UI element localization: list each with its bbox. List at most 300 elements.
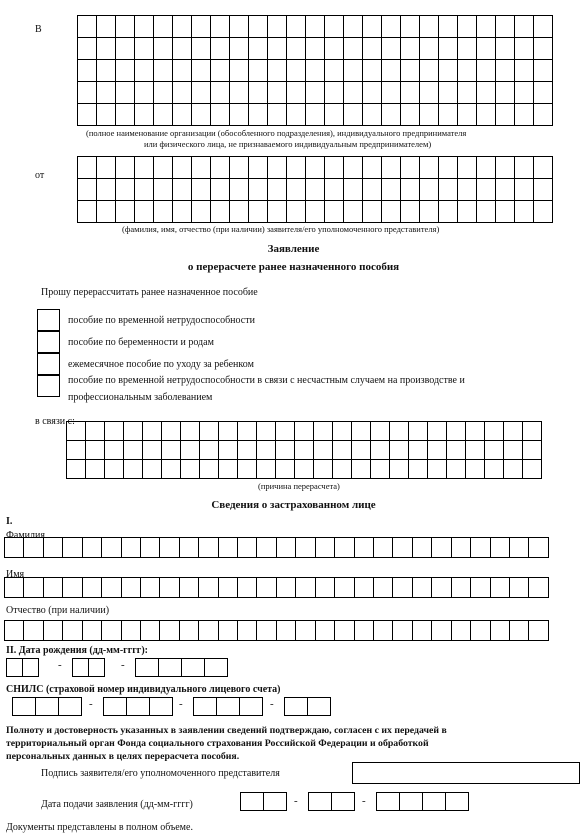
grid-cell[interactable] bbox=[420, 82, 439, 104]
grid-cell[interactable] bbox=[325, 60, 344, 82]
grid-cell[interactable] bbox=[257, 578, 276, 598]
grid-cell[interactable] bbox=[102, 621, 121, 641]
digit-cell[interactable] bbox=[285, 698, 308, 716]
grid-cell[interactable] bbox=[420, 16, 439, 38]
grid-cell[interactable] bbox=[439, 82, 458, 104]
grid-cell[interactable] bbox=[200, 460, 219, 479]
grid-cell[interactable] bbox=[78, 38, 97, 60]
grid-cell[interactable] bbox=[276, 441, 295, 460]
grid-cell[interactable] bbox=[534, 201, 553, 223]
grid-cell[interactable] bbox=[352, 441, 371, 460]
grid-cell[interactable] bbox=[485, 441, 504, 460]
grid-cell[interactable] bbox=[477, 38, 496, 60]
grid-cell[interactable] bbox=[78, 179, 97, 201]
grid-cell[interactable] bbox=[116, 38, 135, 60]
grid-cell[interactable] bbox=[316, 621, 335, 641]
grid-cell[interactable] bbox=[160, 578, 179, 598]
digit-cell[interactable] bbox=[400, 793, 423, 811]
grid-cell[interactable] bbox=[496, 157, 515, 179]
grid-cell[interactable] bbox=[534, 82, 553, 104]
grid-cell[interactable] bbox=[154, 16, 173, 38]
grid-cell[interactable] bbox=[382, 16, 401, 38]
grid-cell[interactable] bbox=[363, 82, 382, 104]
grid-cell[interactable] bbox=[78, 201, 97, 223]
grid-cell[interactable] bbox=[173, 38, 192, 60]
grid-cell[interactable] bbox=[287, 104, 306, 126]
grid-cell[interactable] bbox=[230, 82, 249, 104]
grid-cell[interactable] bbox=[211, 82, 230, 104]
grid-cell[interactable] bbox=[268, 16, 287, 38]
snils-part-1[interactable] bbox=[12, 697, 82, 716]
grid-cell[interactable] bbox=[504, 422, 523, 441]
grid-cell[interactable] bbox=[447, 460, 466, 479]
grid-cell[interactable] bbox=[333, 460, 352, 479]
grid-cell[interactable] bbox=[124, 441, 143, 460]
grid-cell[interactable] bbox=[306, 104, 325, 126]
option-checkbox-childcare[interactable] bbox=[37, 353, 60, 375]
grid-cell[interactable] bbox=[162, 460, 181, 479]
grid-cell[interactable] bbox=[413, 538, 432, 558]
grid-cell[interactable] bbox=[116, 16, 135, 38]
grid-cell[interactable] bbox=[458, 179, 477, 201]
grid-cell[interactable] bbox=[374, 538, 393, 558]
grid-cell[interactable] bbox=[268, 179, 287, 201]
grid-cell[interactable] bbox=[192, 104, 211, 126]
grid-cell[interactable] bbox=[24, 621, 43, 641]
grid-cell[interactable] bbox=[180, 578, 199, 598]
grid-cell[interactable] bbox=[122, 578, 141, 598]
grid-cell[interactable] bbox=[447, 422, 466, 441]
grid-cell[interactable] bbox=[335, 578, 354, 598]
digit-cell[interactable] bbox=[241, 793, 264, 811]
grid-cell[interactable] bbox=[276, 460, 295, 479]
grid-cell[interactable] bbox=[295, 441, 314, 460]
grid-cell[interactable] bbox=[86, 422, 105, 441]
grid-cell[interactable] bbox=[63, 621, 82, 641]
grid-cell[interactable] bbox=[420, 60, 439, 82]
grid-cell[interactable] bbox=[344, 157, 363, 179]
grid-cell[interactable] bbox=[219, 460, 238, 479]
grid-cell[interactable] bbox=[287, 82, 306, 104]
grid-cell[interactable] bbox=[529, 578, 548, 598]
grid-cell[interactable] bbox=[523, 422, 542, 441]
grid-cell[interactable] bbox=[529, 538, 548, 558]
grid-cell[interactable] bbox=[401, 16, 420, 38]
grid-cell[interactable] bbox=[173, 179, 192, 201]
grid-cell[interactable] bbox=[314, 441, 333, 460]
grid-cell[interactable] bbox=[257, 460, 276, 479]
grid-cell[interactable] bbox=[510, 538, 529, 558]
grid-cell[interactable] bbox=[257, 441, 276, 460]
grid-cell[interactable] bbox=[515, 16, 534, 38]
grid-cell[interactable] bbox=[173, 201, 192, 223]
grid-cell[interactable] bbox=[382, 179, 401, 201]
grid-cell[interactable] bbox=[452, 621, 471, 641]
grid-cell[interactable] bbox=[122, 538, 141, 558]
grid-cell[interactable] bbox=[181, 460, 200, 479]
grid-cell[interactable] bbox=[135, 60, 154, 82]
grid-cell[interactable] bbox=[371, 441, 390, 460]
grid-cell[interactable] bbox=[141, 621, 160, 641]
grid-cell[interactable] bbox=[344, 201, 363, 223]
birth-year-input[interactable] bbox=[135, 658, 228, 677]
grid-cell[interactable] bbox=[238, 578, 257, 598]
digit-cell[interactable] bbox=[194, 698, 217, 716]
grid-cell[interactable] bbox=[67, 422, 86, 441]
grid-cell[interactable] bbox=[192, 179, 211, 201]
birth-month-input[interactable] bbox=[72, 658, 105, 677]
grid-cell[interactable] bbox=[306, 179, 325, 201]
grid-cell[interactable] bbox=[382, 60, 401, 82]
digit-cell[interactable] bbox=[73, 659, 89, 677]
grid-cell[interactable] bbox=[97, 16, 116, 38]
grid-cell[interactable] bbox=[477, 60, 496, 82]
grid-cell[interactable] bbox=[534, 60, 553, 82]
grid-cell[interactable] bbox=[192, 60, 211, 82]
digit-cell[interactable] bbox=[332, 793, 355, 811]
grid-cell[interactable] bbox=[181, 422, 200, 441]
grid-cell[interactable] bbox=[24, 538, 43, 558]
snils-part-3[interactable] bbox=[193, 697, 263, 716]
grid-cell[interactable] bbox=[477, 179, 496, 201]
grid-cell[interactable] bbox=[78, 60, 97, 82]
grid-cell[interactable] bbox=[173, 16, 192, 38]
grid-cell[interactable] bbox=[428, 441, 447, 460]
grid-cell[interactable] bbox=[200, 422, 219, 441]
grid-cell[interactable] bbox=[534, 179, 553, 201]
grid-cell[interactable] bbox=[192, 16, 211, 38]
patronymic-grid[interactable] bbox=[4, 620, 549, 641]
grid-cell[interactable] bbox=[116, 82, 135, 104]
grid-cell[interactable] bbox=[192, 38, 211, 60]
grid-cell[interactable] bbox=[211, 104, 230, 126]
grid-cell[interactable] bbox=[432, 621, 451, 641]
grid-cell[interactable] bbox=[325, 104, 344, 126]
grid-cell[interactable] bbox=[496, 201, 515, 223]
grid-cell[interactable] bbox=[458, 60, 477, 82]
digit-cell[interactable] bbox=[309, 793, 332, 811]
grid-cell[interactable] bbox=[409, 441, 428, 460]
grid-cell[interactable] bbox=[496, 16, 515, 38]
grid-cell[interactable] bbox=[135, 16, 154, 38]
grid-cell[interactable] bbox=[44, 538, 63, 558]
grid-cell[interactable] bbox=[344, 82, 363, 104]
grid-cell[interactable] bbox=[105, 441, 124, 460]
grid-cell[interactable] bbox=[249, 201, 268, 223]
grid-cell[interactable] bbox=[314, 460, 333, 479]
grid-cell[interactable] bbox=[211, 201, 230, 223]
grid-cell[interactable] bbox=[515, 38, 534, 60]
grid-cell[interactable] bbox=[325, 16, 344, 38]
grid-cell[interactable] bbox=[287, 157, 306, 179]
grid-cell[interactable] bbox=[439, 179, 458, 201]
grid-cell[interactable] bbox=[466, 441, 485, 460]
applicant-name-grid[interactable] bbox=[77, 156, 553, 223]
grid-cell[interactable] bbox=[382, 201, 401, 223]
grid-cell[interactable] bbox=[116, 104, 135, 126]
grid-cell[interactable] bbox=[371, 460, 390, 479]
digit-cell[interactable] bbox=[264, 793, 287, 811]
grid-cell[interactable] bbox=[325, 82, 344, 104]
grid-cell[interactable] bbox=[477, 201, 496, 223]
grid-cell[interactable] bbox=[97, 38, 116, 60]
grid-cell[interactable] bbox=[382, 82, 401, 104]
grid-cell[interactable] bbox=[276, 422, 295, 441]
grid-cell[interactable] bbox=[173, 104, 192, 126]
grid-cell[interactable] bbox=[306, 201, 325, 223]
grid-cell[interactable] bbox=[277, 578, 296, 598]
grid-cell[interactable] bbox=[477, 82, 496, 104]
grid-cell[interactable] bbox=[439, 157, 458, 179]
grid-cell[interactable] bbox=[5, 621, 24, 641]
grid-cell[interactable] bbox=[249, 179, 268, 201]
grid-cell[interactable] bbox=[335, 538, 354, 558]
grid-cell[interactable] bbox=[78, 157, 97, 179]
grid-cell[interactable] bbox=[211, 16, 230, 38]
grid-cell[interactable] bbox=[401, 60, 420, 82]
grid-cell[interactable] bbox=[124, 422, 143, 441]
submission-month-input[interactable] bbox=[308, 792, 355, 811]
grid-cell[interactable] bbox=[363, 104, 382, 126]
grid-cell[interactable] bbox=[413, 621, 432, 641]
grid-cell[interactable] bbox=[173, 60, 192, 82]
grid-cell[interactable] bbox=[420, 104, 439, 126]
grid-cell[interactable] bbox=[344, 60, 363, 82]
grid-cell[interactable] bbox=[515, 104, 534, 126]
digit-cell[interactable] bbox=[104, 698, 127, 716]
grid-cell[interactable] bbox=[135, 82, 154, 104]
grid-cell[interactable] bbox=[192, 82, 211, 104]
digit-cell[interactable] bbox=[7, 659, 23, 677]
grid-cell[interactable] bbox=[296, 538, 315, 558]
grid-cell[interactable] bbox=[162, 422, 181, 441]
grid-cell[interactable] bbox=[452, 578, 471, 598]
grid-cell[interactable] bbox=[135, 38, 154, 60]
grid-cell[interactable] bbox=[491, 538, 510, 558]
grid-cell[interactable] bbox=[238, 621, 257, 641]
digit-cell[interactable] bbox=[150, 698, 173, 716]
grid-cell[interactable] bbox=[534, 16, 553, 38]
grid-cell[interactable] bbox=[135, 179, 154, 201]
grid-cell[interactable] bbox=[219, 538, 238, 558]
option-checkbox-work-accident[interactable] bbox=[37, 375, 60, 397]
grid-cell[interactable] bbox=[471, 538, 490, 558]
grid-cell[interactable] bbox=[355, 538, 374, 558]
grid-cell[interactable] bbox=[515, 82, 534, 104]
grid-cell[interactable] bbox=[154, 201, 173, 223]
grid-cell[interactable] bbox=[477, 104, 496, 126]
grid-cell[interactable] bbox=[363, 38, 382, 60]
grid-cell[interactable] bbox=[268, 157, 287, 179]
grid-cell[interactable] bbox=[230, 38, 249, 60]
grid-cell[interactable] bbox=[439, 16, 458, 38]
grid-cell[interactable] bbox=[268, 104, 287, 126]
grid-cell[interactable] bbox=[143, 441, 162, 460]
grid-cell[interactable] bbox=[316, 578, 335, 598]
grid-cell[interactable] bbox=[277, 538, 296, 558]
grid-cell[interactable] bbox=[458, 201, 477, 223]
grid-cell[interactable] bbox=[44, 621, 63, 641]
digit-cell[interactable] bbox=[13, 698, 36, 716]
grid-cell[interactable] bbox=[352, 460, 371, 479]
grid-cell[interactable] bbox=[409, 460, 428, 479]
grid-cell[interactable] bbox=[515, 60, 534, 82]
grid-cell[interactable] bbox=[325, 157, 344, 179]
grid-cell[interactable] bbox=[458, 104, 477, 126]
digit-cell[interactable] bbox=[308, 698, 331, 716]
grid-cell[interactable] bbox=[160, 621, 179, 641]
grid-cell[interactable] bbox=[382, 38, 401, 60]
grid-cell[interactable] bbox=[458, 82, 477, 104]
grid-cell[interactable] bbox=[333, 422, 352, 441]
grid-cell[interactable] bbox=[534, 38, 553, 60]
digit-cell[interactable] bbox=[36, 698, 59, 716]
name-grid[interactable] bbox=[4, 577, 549, 598]
grid-cell[interactable] bbox=[277, 621, 296, 641]
grid-cell[interactable] bbox=[67, 460, 86, 479]
grid-cell[interactable] bbox=[344, 38, 363, 60]
grid-cell[interactable] bbox=[44, 578, 63, 598]
grid-cell[interactable] bbox=[287, 38, 306, 60]
grid-cell[interactable] bbox=[238, 422, 257, 441]
grid-cell[interactable] bbox=[374, 621, 393, 641]
grid-cell[interactable] bbox=[413, 578, 432, 598]
grid-cell[interactable] bbox=[199, 578, 218, 598]
grid-cell[interactable] bbox=[439, 201, 458, 223]
grid-cell[interactable] bbox=[296, 578, 315, 598]
grid-cell[interactable] bbox=[268, 82, 287, 104]
digit-cell[interactable] bbox=[127, 698, 150, 716]
grid-cell[interactable] bbox=[447, 441, 466, 460]
grid-cell[interactable] bbox=[257, 422, 276, 441]
grid-cell[interactable] bbox=[428, 460, 447, 479]
grid-cell[interactable] bbox=[5, 538, 24, 558]
grid-cell[interactable] bbox=[173, 82, 192, 104]
organization-name-grid[interactable] bbox=[77, 15, 553, 126]
grid-cell[interactable] bbox=[199, 621, 218, 641]
grid-cell[interactable] bbox=[325, 179, 344, 201]
grid-cell[interactable] bbox=[124, 460, 143, 479]
grid-cell[interactable] bbox=[382, 157, 401, 179]
grid-cell[interactable] bbox=[439, 38, 458, 60]
grid-cell[interactable] bbox=[162, 441, 181, 460]
grid-cell[interactable] bbox=[230, 201, 249, 223]
grid-cell[interactable] bbox=[5, 578, 24, 598]
grid-cell[interactable] bbox=[97, 201, 116, 223]
grid-cell[interactable] bbox=[116, 179, 135, 201]
grid-cell[interactable] bbox=[471, 578, 490, 598]
digit-cell[interactable] bbox=[182, 659, 205, 677]
grid-cell[interactable] bbox=[173, 157, 192, 179]
grid-cell[interactable] bbox=[485, 460, 504, 479]
grid-cell[interactable] bbox=[24, 578, 43, 598]
grid-cell[interactable] bbox=[529, 621, 548, 641]
grid-cell[interactable] bbox=[249, 60, 268, 82]
grid-cell[interactable] bbox=[83, 621, 102, 641]
digit-cell[interactable] bbox=[205, 659, 228, 677]
grid-cell[interactable] bbox=[180, 538, 199, 558]
grid-cell[interactable] bbox=[393, 621, 412, 641]
grid-cell[interactable] bbox=[314, 422, 333, 441]
grid-cell[interactable] bbox=[105, 460, 124, 479]
grid-cell[interactable] bbox=[504, 460, 523, 479]
grid-cell[interactable] bbox=[420, 157, 439, 179]
birth-day-input[interactable] bbox=[6, 658, 39, 677]
grid-cell[interactable] bbox=[83, 578, 102, 598]
grid-cell[interactable] bbox=[355, 578, 374, 598]
grid-cell[interactable] bbox=[363, 179, 382, 201]
grid-cell[interactable] bbox=[363, 157, 382, 179]
grid-cell[interactable] bbox=[491, 621, 510, 641]
grid-cell[interactable] bbox=[390, 460, 409, 479]
grid-cell[interactable] bbox=[141, 578, 160, 598]
grid-cell[interactable] bbox=[116, 201, 135, 223]
grid-cell[interactable] bbox=[333, 441, 352, 460]
grid-cell[interactable] bbox=[428, 422, 447, 441]
grid-cell[interactable] bbox=[496, 82, 515, 104]
grid-cell[interactable] bbox=[219, 578, 238, 598]
digit-cell[interactable] bbox=[23, 659, 39, 677]
grid-cell[interactable] bbox=[192, 201, 211, 223]
grid-cell[interactable] bbox=[335, 621, 354, 641]
digit-cell[interactable] bbox=[136, 659, 159, 677]
grid-cell[interactable] bbox=[306, 16, 325, 38]
grid-cell[interactable] bbox=[67, 441, 86, 460]
grid-cell[interactable] bbox=[393, 538, 412, 558]
grid-cell[interactable] bbox=[409, 422, 428, 441]
grid-cell[interactable] bbox=[97, 179, 116, 201]
grid-cell[interactable] bbox=[230, 179, 249, 201]
grid-cell[interactable] bbox=[249, 38, 268, 60]
snils-part-4[interactable] bbox=[284, 697, 331, 716]
grid-cell[interactable] bbox=[154, 157, 173, 179]
grid-cell[interactable] bbox=[238, 538, 257, 558]
surname-grid[interactable] bbox=[4, 537, 549, 558]
grid-cell[interactable] bbox=[102, 538, 121, 558]
grid-cell[interactable] bbox=[458, 157, 477, 179]
grid-cell[interactable] bbox=[477, 157, 496, 179]
grid-cell[interactable] bbox=[141, 538, 160, 558]
grid-cell[interactable] bbox=[352, 422, 371, 441]
grid-cell[interactable] bbox=[466, 422, 485, 441]
signature-field[interactable] bbox=[352, 762, 580, 784]
grid-cell[interactable] bbox=[154, 82, 173, 104]
grid-cell[interactable] bbox=[458, 16, 477, 38]
grid-cell[interactable] bbox=[510, 621, 529, 641]
grid-cell[interactable] bbox=[230, 104, 249, 126]
grid-cell[interactable] bbox=[420, 201, 439, 223]
grid-cell[interactable] bbox=[371, 422, 390, 441]
grid-cell[interactable] bbox=[401, 104, 420, 126]
grid-cell[interactable] bbox=[160, 538, 179, 558]
grid-cell[interactable] bbox=[230, 157, 249, 179]
grid-cell[interactable] bbox=[97, 104, 116, 126]
grid-cell[interactable] bbox=[496, 60, 515, 82]
grid-cell[interactable] bbox=[439, 60, 458, 82]
grid-cell[interactable] bbox=[181, 441, 200, 460]
grid-cell[interactable] bbox=[143, 422, 162, 441]
grid-cell[interactable] bbox=[154, 60, 173, 82]
grid-cell[interactable] bbox=[287, 179, 306, 201]
grid-cell[interactable] bbox=[393, 578, 412, 598]
grid-cell[interactable] bbox=[534, 104, 553, 126]
grid-cell[interactable] bbox=[295, 422, 314, 441]
grid-cell[interactable] bbox=[515, 201, 534, 223]
grid-cell[interactable] bbox=[219, 621, 238, 641]
digit-cell[interactable] bbox=[159, 659, 182, 677]
grid-cell[interactable] bbox=[401, 82, 420, 104]
grid-cell[interactable] bbox=[238, 460, 257, 479]
